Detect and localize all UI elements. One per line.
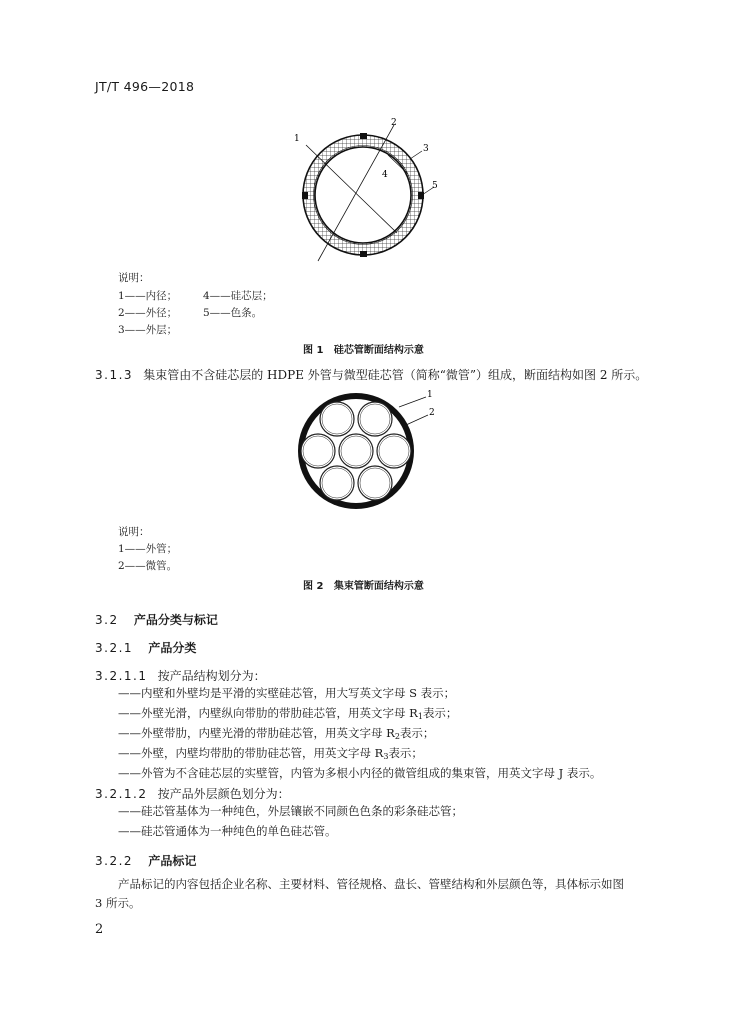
section-title: 产品分类与标记: [133, 613, 218, 627]
callout-5: 5: [432, 181, 438, 191]
item-text: ——外壁带肋，内壁光滑的带肋硅芯管，用英文字母 R: [118, 726, 395, 740]
figure2-legend-title: 说明：: [118, 526, 150, 538]
section-3-2-heading: [95, 609, 218, 628]
clause-number: 3.1.3: [95, 368, 134, 382]
section-number: 3.2.2: [95, 854, 134, 868]
clause-intro: 按产品结构划分为：: [157, 669, 266, 683]
section-3-2-1-heading: [95, 637, 196, 656]
figure2-caption: [303, 577, 424, 592]
section-title: 产品标记: [148, 854, 197, 868]
clause-3-1-3: [95, 364, 647, 383]
structure-type-item: [118, 685, 455, 701]
section-number: 3.2: [95, 613, 119, 627]
item-subscript: 1: [417, 712, 423, 721]
figure1-legend-item: 3——外层；: [118, 324, 178, 336]
silicon-core-pipe-cross-section-diagram: [290, 115, 450, 265]
item-subscript: 2: [394, 732, 400, 741]
product-marking-paragraph-line2: 3 所示。: [95, 896, 141, 910]
clause-number: 3.2.1.2: [95, 787, 148, 801]
clause-intro: 按产品外层颜色划分为：: [157, 787, 290, 801]
figure1-legend-item: 5——色条。: [203, 307, 263, 319]
clause-number: 3.2.1.1: [95, 669, 148, 683]
item-tail: 表示；: [388, 746, 423, 760]
clause-3-2-1-2: [95, 783, 290, 802]
figure1-caption: [303, 341, 424, 356]
section-number: 3.2.1: [95, 641, 134, 655]
figure1-legend-item: 2——外径；: [118, 307, 178, 319]
color-type-item: ——硅芯管基体为一种纯色，外层镶嵌不同颜色色条的彩条硅芯管；: [118, 804, 463, 818]
figure1-legend-item: 4——硅芯层；: [203, 290, 273, 302]
item-text: ——内壁和外壁均是平滑的实壁硅芯管，用大写英文字母 S 表示；: [118, 686, 456, 700]
callout-4: 4: [382, 170, 388, 180]
structure-type-item: [118, 765, 601, 781]
section-title: 产品分类: [148, 641, 197, 655]
figure1-caption-text: 硅芯管断面结构示意: [333, 345, 424, 356]
item-tail: 表示；: [399, 726, 435, 740]
structure-type-item: [118, 705, 457, 721]
figure1-legend-item: 1——内径；: [118, 290, 178, 302]
product-marking-paragraph-line1: 产品标记的内容包括企业名称、主要材料、管径规格、盘长、管壁结构和外层颜色等，具体标示如图: [118, 877, 624, 891]
item-tail: 表示；: [422, 706, 458, 720]
callout-1: 1: [427, 390, 433, 400]
clause-text: 集束管由不含硅芯层的 HDPE 外管与微型硅芯管（简称“微管”）组成，断面结构如图 2 所示。: [143, 368, 648, 382]
figure1-caption-number: 图 1: [303, 345, 324, 356]
figure2-legend-item: 1——外管；: [118, 543, 178, 555]
color-type-item: ——硅芯管通体为一种纯色的单色硅芯管。: [118, 824, 337, 838]
item-text: ——外管为不含硅芯层的实壁管，内管为多根小内径的微管组成的集束管，用英文字母 J 表示。: [118, 766, 602, 780]
callout-3: 3: [423, 144, 429, 154]
figure1-legend-title: 说明：: [118, 272, 150, 284]
callout-2: 2: [391, 118, 397, 128]
bundle-pipe-cross-section-diagram: [296, 385, 446, 520]
clause-3-2-1-1: [95, 665, 266, 684]
structure-type-item: [118, 725, 434, 741]
page-number: 2: [95, 922, 104, 937]
structure-type-item: [118, 745, 423, 761]
figure2-caption-number: 图 2: [303, 581, 324, 592]
item-subscript: 3: [383, 752, 389, 761]
figure2-legend-item: 2——微管。: [118, 560, 178, 572]
section-3-2-2-heading: [95, 850, 196, 869]
standard-code-header: JT/T 496—2018: [95, 79, 195, 94]
callout-1: 1: [294, 134, 300, 144]
item-text: ——外壁光滑，内壁纵向带肋的带肋硅芯管，用英文字母 R: [118, 706, 418, 720]
callout-2: 2: [429, 408, 435, 418]
item-text: ——外壁，内壁均带肋的带肋硅芯管，用英文字母 R: [118, 746, 384, 760]
figure2-caption-text: 集束管断面结构示意: [333, 581, 424, 592]
